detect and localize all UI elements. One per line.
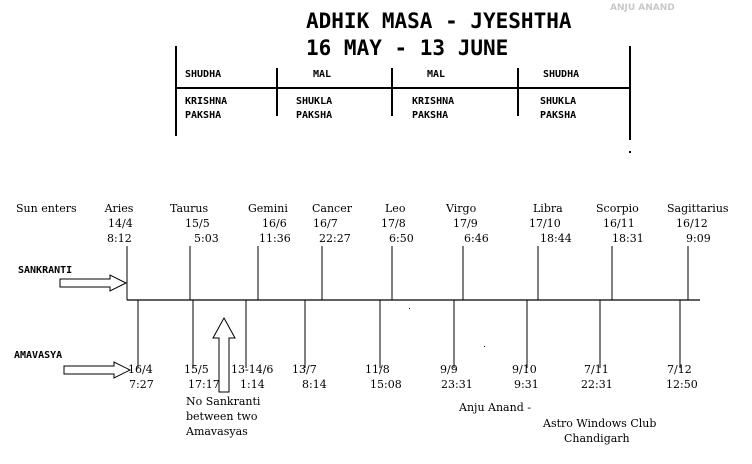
amavasya-time: 15:08 — [370, 378, 402, 391]
sign-name: Gemini — [248, 202, 288, 215]
segment-1-top: SHUDHA — [185, 69, 222, 80]
amavasya-time: 12:50 — [666, 378, 698, 391]
amavasya-time: 8:14 — [302, 378, 327, 391]
amavasya-entry — [184, 362, 220, 392]
note-line: Amavasyas — [186, 425, 248, 438]
sankranti-date: 15/5 — [185, 217, 210, 230]
diagram-title-line1: ADHIK MASA - JYESHTHA — [306, 9, 572, 33]
sankranti-time: 6:46 — [464, 232, 489, 245]
amavasya-time: 1:14 — [240, 378, 265, 391]
amavasya-time: 22:31 — [581, 378, 613, 391]
sign-name: Sagittarius — [667, 202, 729, 215]
sankranti-date: 17/9 — [453, 217, 478, 230]
amavasya-time: 23:31 — [441, 378, 473, 391]
sankranti-label: SANKRANTI — [18, 265, 73, 276]
amavasya-entry — [128, 362, 154, 392]
sankranti-time: 5:03 — [194, 232, 219, 245]
sankranti-time: 9:09 — [686, 232, 711, 245]
watermark: ANJU ANAND — [610, 3, 675, 13]
sankranti-time: 22:27 — [319, 232, 351, 245]
sign-name: Virgo — [446, 202, 477, 215]
segment-2-bottom-2: PAKSHA — [296, 110, 333, 121]
segment-1-bottom-2: PAKSHA — [185, 110, 222, 121]
sankranti-date: 16/12 — [676, 217, 708, 230]
amavasya-entry — [666, 362, 698, 392]
amavasya-date: 11/8 — [365, 363, 390, 376]
sankranti-entry — [667, 201, 729, 246]
sankranti-arrow-icon — [60, 275, 126, 291]
amavasya-entry — [581, 362, 613, 392]
sankranti-time: 6:50 — [389, 232, 414, 245]
sankranti-entry — [381, 201, 414, 246]
segment-1-bottom-1: KRISHNA — [185, 96, 228, 107]
amavasya-date: 13-14/6 — [231, 363, 274, 376]
sun-enters-label: Sun enters — [16, 202, 77, 215]
amavasya-entry — [512, 362, 539, 392]
credit-author: Anju Anand - — [459, 401, 531, 414]
segment-3-top: MAL — [427, 69, 446, 80]
note-line: between two — [186, 410, 258, 423]
segment-2-top: MAL — [313, 69, 332, 80]
amavasya-time: 7:27 — [129, 378, 154, 391]
sankranti-entry — [170, 201, 219, 246]
segment-4-bottom-1: SHUKLA — [540, 96, 577, 107]
diagram-title-line2: 16 MAY - 13 JUNE — [306, 36, 509, 60]
sankranti-entry — [446, 201, 489, 246]
sankranti-entry — [596, 201, 644, 246]
amavasya-date: 7/11 — [584, 363, 609, 376]
sankranti-entry — [312, 201, 352, 246]
sankranti-entry — [529, 201, 572, 246]
amavasya-date: 9/10 — [512, 363, 537, 376]
amavasya-entry — [231, 362, 273, 392]
sankranti-time: 18:44 — [540, 232, 572, 245]
sankranti-time: 18:31 — [612, 232, 644, 245]
amavasya-arrow-icon — [64, 362, 130, 378]
segment-2-bottom-1: SHUKLA — [296, 96, 333, 107]
sankranti-time: 8:12 — [107, 232, 132, 245]
amavasya-entry — [292, 362, 327, 392]
credit-city: Chandigarh — [564, 432, 630, 445]
amavasya-entry — [365, 362, 402, 392]
sankranti-date: 17/8 — [381, 217, 406, 230]
no-sankranti-note — [186, 394, 260, 439]
sign-name: Libra — [533, 202, 563, 215]
segment-3-bottom-1: KRISHNA — [412, 96, 455, 107]
amavasya-time: 9:31 — [514, 378, 539, 391]
sankranti-date: 16/11 — [603, 217, 635, 230]
amavasya-date: 7/12 — [667, 363, 692, 376]
sign-name: Leo — [385, 202, 406, 215]
amavasya-time: 17:17 — [188, 378, 220, 391]
amavasya-date: 15/5 — [184, 363, 209, 376]
sign-name: Cancer — [312, 202, 352, 215]
sign-name: Taurus — [170, 202, 209, 215]
sankranti-date: 17/10 — [529, 217, 561, 230]
amavasya-entry — [440, 362, 473, 392]
sankranti-date: 14/4 — [108, 217, 133, 230]
sankranti-date: 16/6 — [262, 217, 287, 230]
sankranti-date: 16/7 — [313, 217, 338, 230]
sign-name: Aries — [104, 202, 134, 215]
sankranti-entry — [248, 201, 291, 246]
segment-3-bottom-2: PAKSHA — [412, 110, 449, 121]
amavasya-date: 13/7 — [292, 363, 317, 376]
segment-4-top: SHUDHA — [543, 69, 580, 80]
amavasya-label: AMAVASYA — [14, 350, 63, 361]
credit-club: Astro Windows Club — [543, 417, 657, 430]
amavasya-date: 9/9 — [440, 363, 458, 376]
sankranti-entry — [87, 201, 151, 246]
sign-name: Scorpio — [596, 202, 639, 215]
sankranti-time: 11:36 — [259, 232, 291, 245]
note-line: No Sankranti — [186, 395, 261, 408]
segment-4-bottom-2: PAKSHA — [540, 110, 577, 121]
sankranti-ticks — [127, 246, 688, 300]
amavasya-date: 16/4 — [128, 363, 153, 376]
